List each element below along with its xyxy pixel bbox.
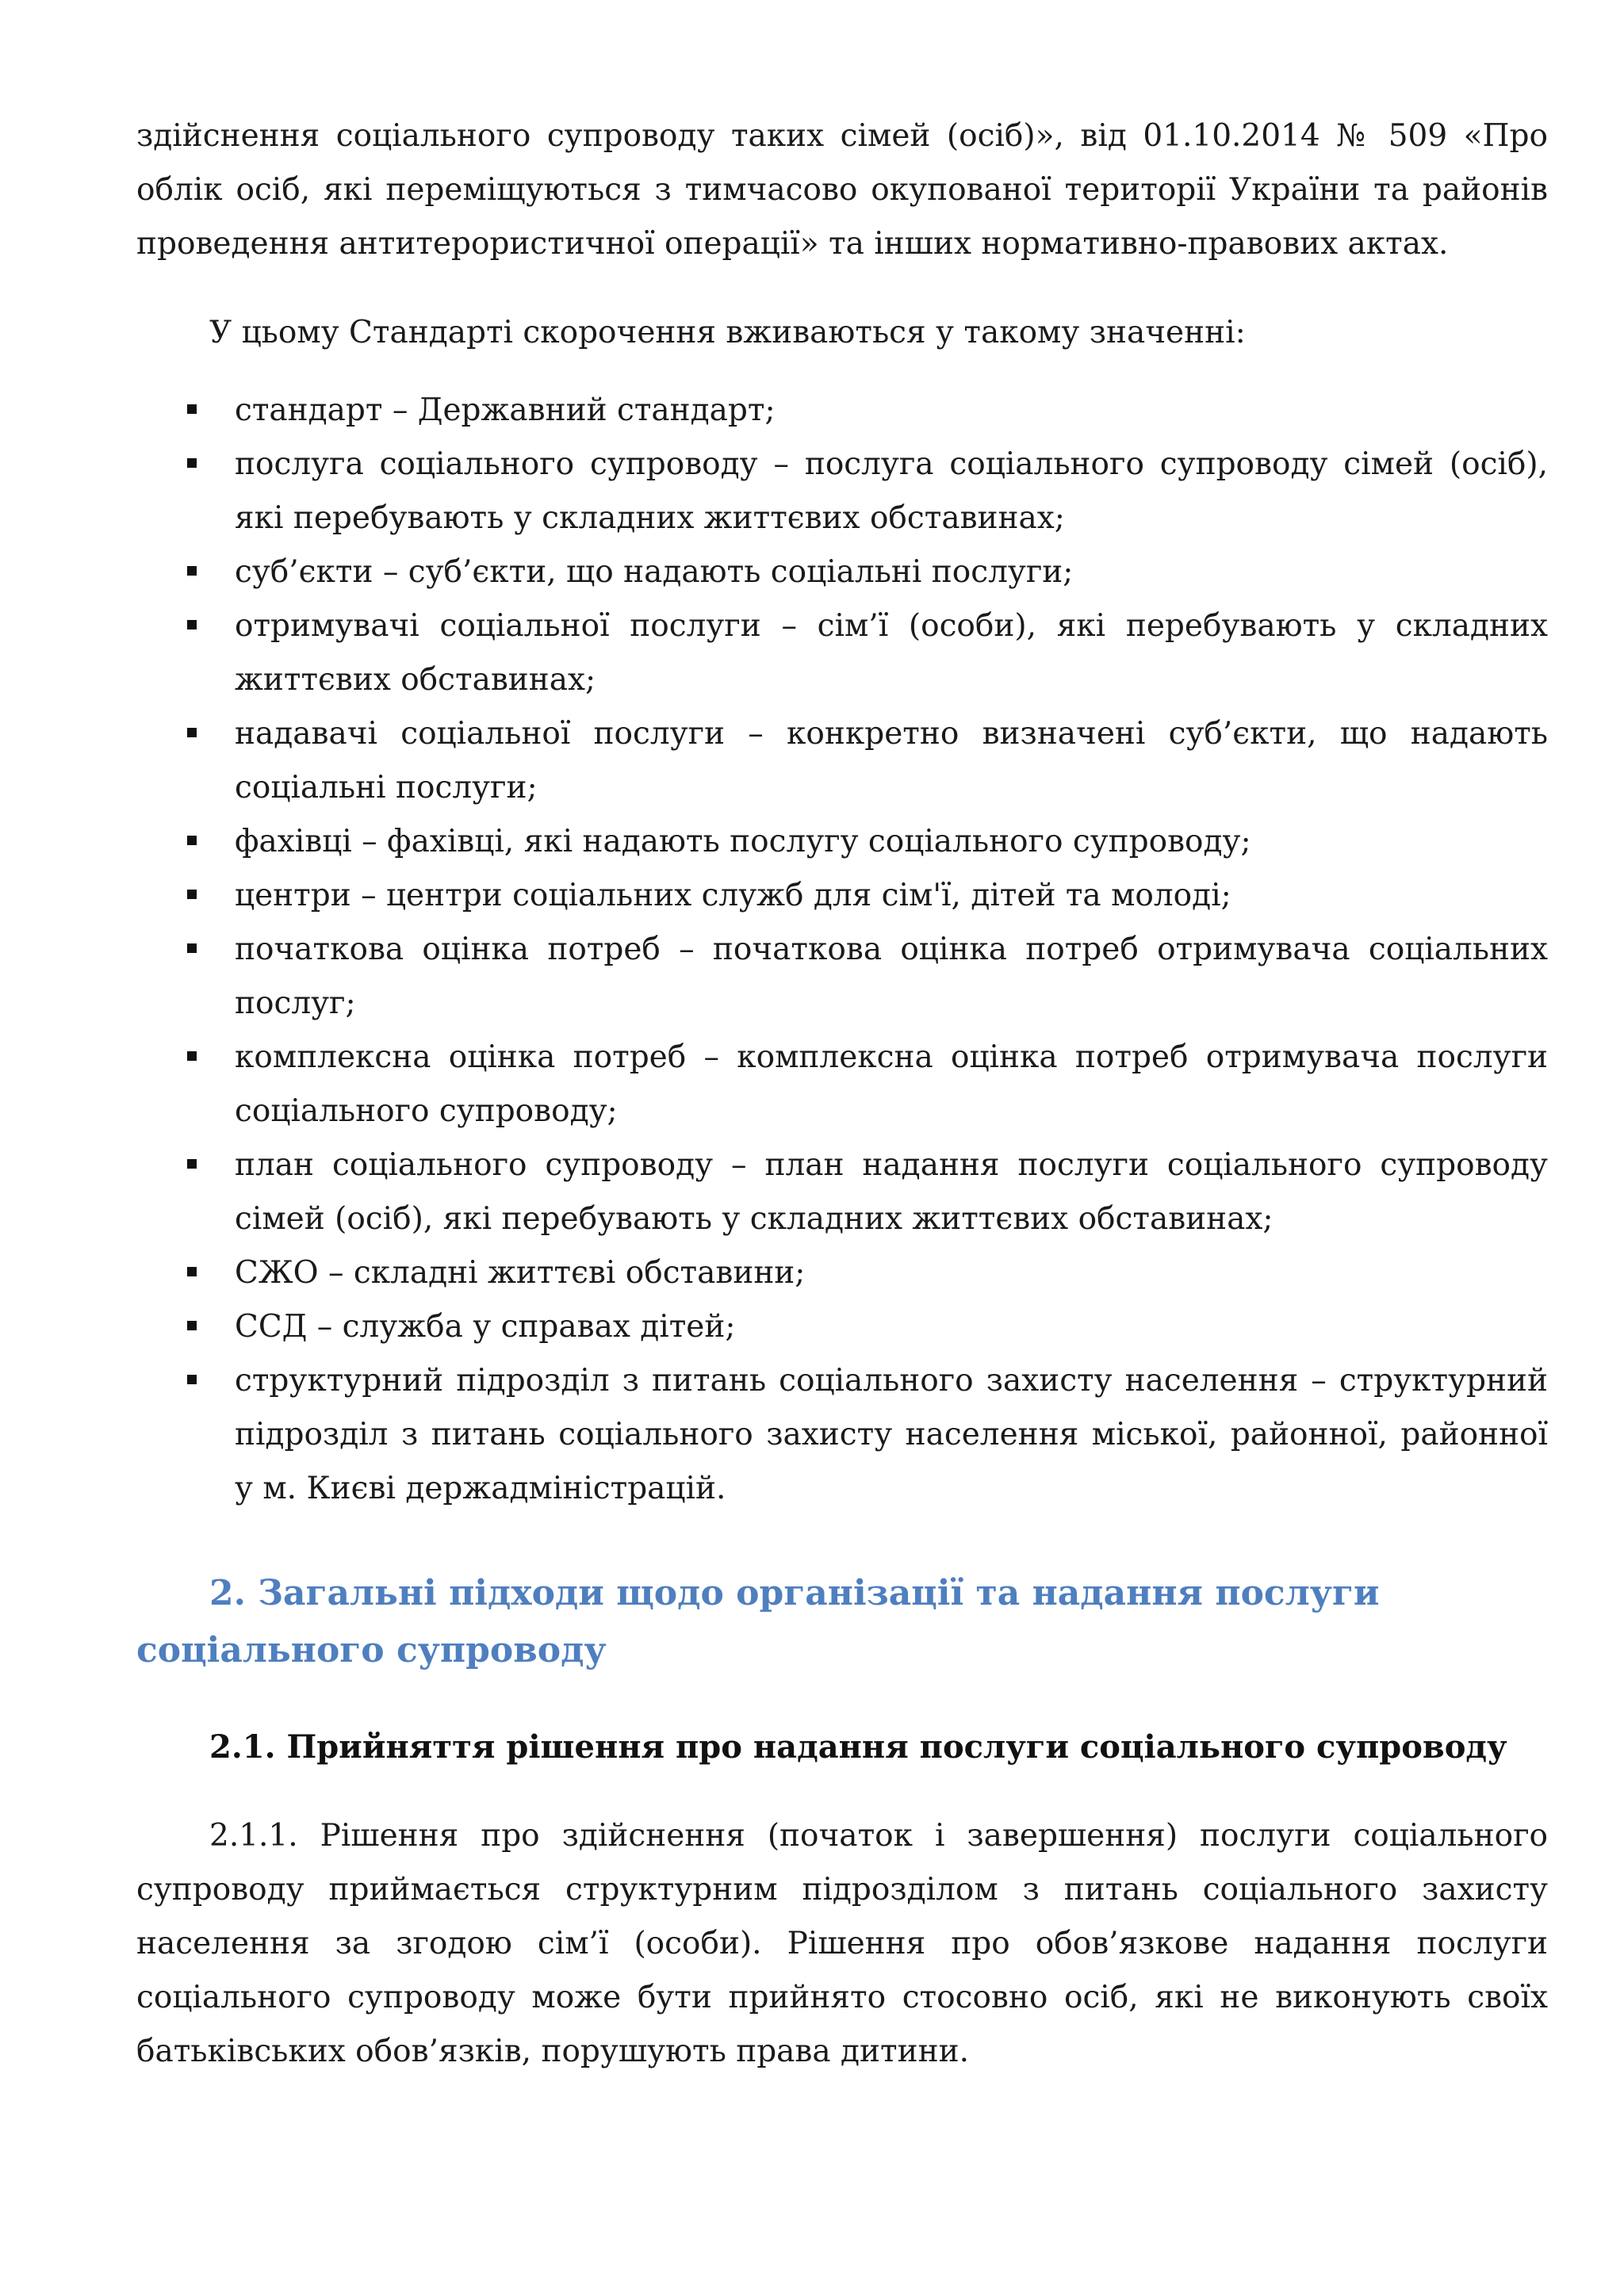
abbreviations-intro: У цьому Стандарті скорочення вживаються у такому значенні: (209, 315, 1246, 350)
list-item-text: структурний підрозділ з питань соціального захисту населення – структурний підрозділ з питань соціального захисту населення міської, районної, районної у м. Києві держадміністрацій. (235, 1363, 1548, 1506)
square-bullet-icon (187, 458, 197, 468)
list-item (136, 599, 1548, 707)
square-bullet-icon (187, 943, 197, 953)
abbreviations-list (136, 384, 1548, 1516)
list-item (136, 1300, 1548, 1354)
square-bullet-icon (187, 1321, 197, 1330)
list-item-text: план соціального супроводу – план надання послуги соціального супроводу сімей (осіб), які перебувають у складних життєвих обставинах; (235, 1147, 1548, 1237)
subsection-heading: 2.1. Прийняття рішення про надання послуги соціального супроводу (209, 1728, 1507, 1766)
list-item-text: надавачі соціальної послуги – конкретно визначені суб’єкти, що надають соціальні послуги; (235, 716, 1548, 806)
list-item (136, 1031, 1548, 1138)
section-heading: 2. Загальні підходи щодо організації та надання послуги соціального супроводу (136, 1573, 1380, 1670)
list-item-text: СЖО – складні життєві обставини; (235, 1255, 806, 1291)
list-item (136, 707, 1548, 815)
list-item (136, 384, 1548, 438)
square-bullet-icon (187, 1375, 197, 1384)
list-item-text: фахівці – фахівці, які надають послугу соціального супроводу; (235, 824, 1251, 859)
square-bullet-icon (187, 620, 197, 629)
square-bullet-icon (187, 728, 197, 737)
list-item-text: центри – центри соціальних служб для сім'ї, дітей та молоді; (235, 878, 1231, 913)
list-item (136, 545, 1548, 599)
list-item-text: комплексна оцінка потреб – комплексна оцінка потреб отримувача послуги соціального супроводу; (235, 1039, 1548, 1129)
square-bullet-icon (187, 566, 197, 576)
list-item (136, 923, 1548, 1031)
top-paragraph: здійснення соціального супроводу таких сімей (осіб)», від 01.10.2014 № 509 «Про облік осіб, які переміщуються з тимчасово окупованої території України та районів проведення антитерористичної операції» та інших нормативно-правових актах. (136, 118, 1548, 262)
list-item-text: стандарт – Державний стандарт; (235, 392, 776, 428)
square-bullet-icon (187, 404, 197, 414)
square-bullet-icon (187, 1051, 197, 1061)
list-item (136, 438, 1548, 545)
square-bullet-icon (187, 1267, 197, 1276)
list-item-text: отримувачі соціальної послуги – сім’ї (особи), які перебувають у складних життєвих обставинах; (235, 608, 1548, 698)
list-item-text: послуга соціального супроводу – послуга соціального супроводу сімей (осіб), які перебувають у складних життєвих обставинах; (235, 446, 1548, 536)
list-item (136, 869, 1548, 923)
list-item-text: ССД – служба у справах дітей; (235, 1309, 736, 1345)
square-bullet-icon (187, 836, 197, 845)
document-page (136, 109, 1548, 2079)
list-item-text: суб’єкти – суб’єкти, що надають соціальні послуги; (235, 554, 1074, 590)
list-item (136, 1138, 1548, 1246)
list-item (136, 1354, 1548, 1516)
square-bullet-icon (187, 890, 197, 899)
list-item (136, 1246, 1548, 1300)
square-bullet-icon (187, 1159, 197, 1169)
list-item-text: початкова оцінка потреб – початкова оцінка потреб отримувача соціальних послуг; (235, 932, 1548, 1021)
section-paragraph: 2.1.1. Рішення про здійснення (початок і завершення) послуги соціального супроводу приймається структурним підрозділом з питань соціального захисту населення за згодою сім’ї (особи). Рішення про обов’язкове надання послуги соціального супроводу може бути прийнято стосовно осіб, які не виконують своїх батьківських обов’язків, порушують права дитини. (136, 1818, 1548, 2069)
list-item (136, 815, 1548, 869)
